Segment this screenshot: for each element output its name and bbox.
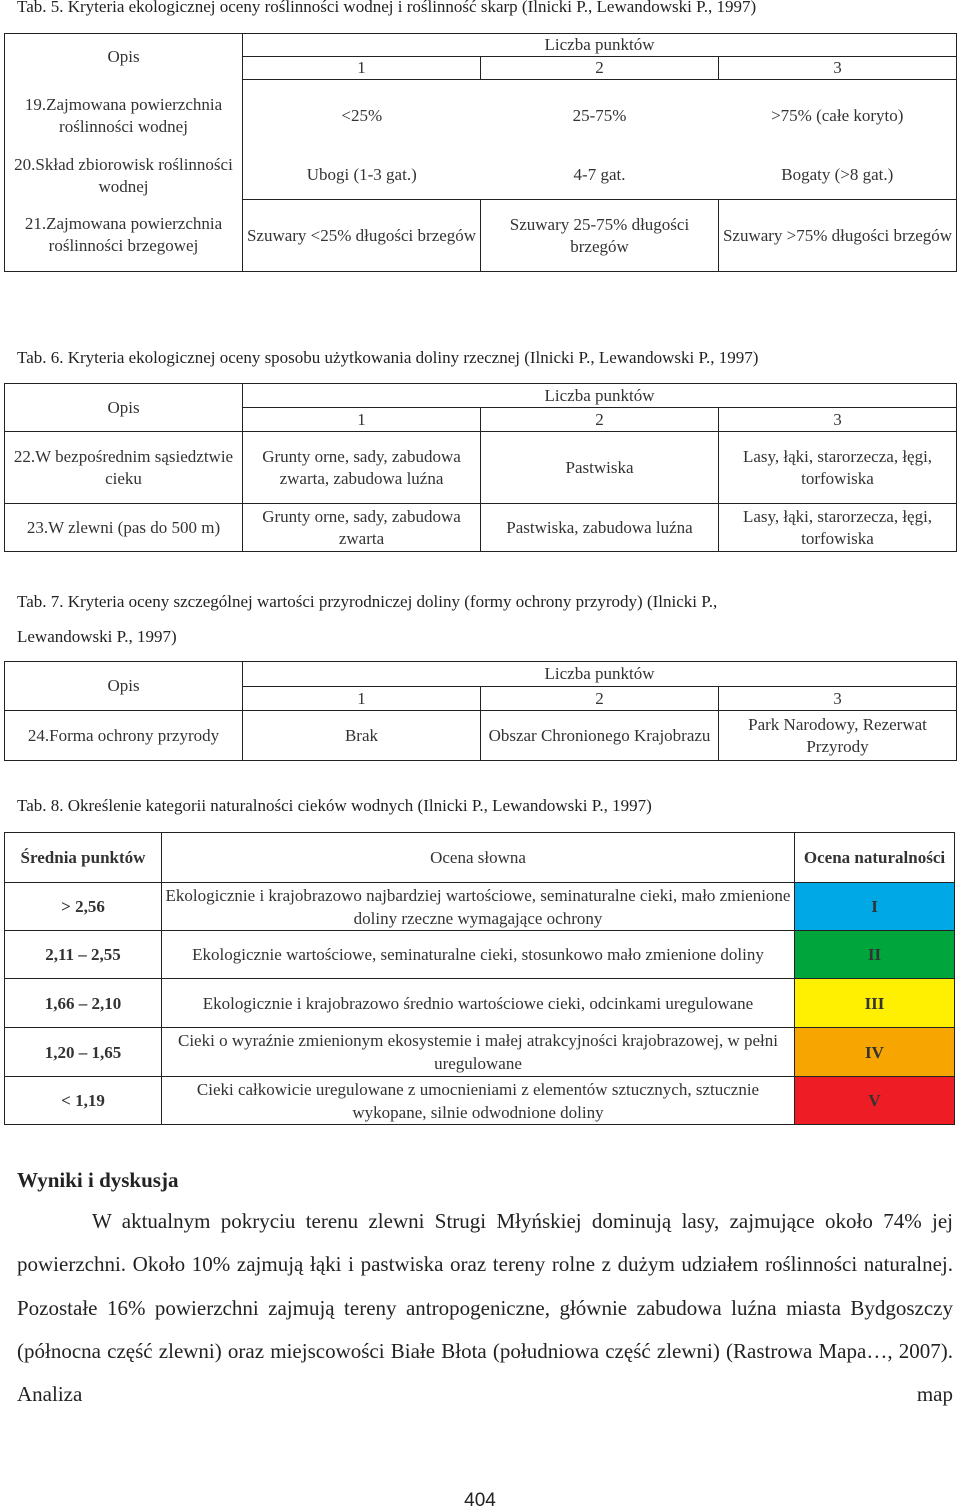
row-cell: >75% (całe koryto) xyxy=(719,80,957,152)
row-cell: Grunty orne, sady, zabudowa zwarta, zabudowa luźna xyxy=(243,432,481,504)
opis-header: Opis xyxy=(5,384,243,432)
points-1: 1 xyxy=(243,57,481,80)
class-badge: IV xyxy=(795,1028,955,1077)
table-6 xyxy=(4,383,957,552)
points-3: 3 xyxy=(719,57,957,80)
row-cell: Ubogi (1-3 gat.) xyxy=(243,152,481,200)
class-badge: I xyxy=(795,883,955,931)
class-badge: III xyxy=(795,979,955,1028)
row-opis: 19.Zajmowana powierzchnia roślinności wodnej xyxy=(5,80,243,152)
row-ocena: Cieki o wyraźnie zmienionym ekosystemie i małej atrakcyjności krajobrazowej, w pełni uregulowane xyxy=(162,1028,795,1077)
points-2: 2 xyxy=(481,687,719,711)
row-srednia: 1,20 – 1,65 xyxy=(5,1028,162,1077)
opis-header: Opis xyxy=(5,662,243,711)
points-3: 3 xyxy=(719,687,957,711)
row-ocena: Ekologicznie wartościowe, seminaturalne cieki, stosunkowo mało zmienione doliny xyxy=(162,931,795,979)
table-7-caption-line2: Lewandowski P., 1997) xyxy=(17,627,177,646)
table-5 xyxy=(4,33,957,272)
row-srednia: 2,11 – 2,55 xyxy=(5,931,162,979)
row-cell: 4-7 gat. xyxy=(481,152,719,200)
page-number: 404 xyxy=(464,1490,496,1511)
row-opis: 24.Forma ochrony przyrody xyxy=(5,711,243,761)
class-badge: II xyxy=(795,931,955,979)
points-header: Liczba punktów xyxy=(243,34,957,57)
row-ocena: Ekologicznie i krajobrazowo średnio wartościowe cieki, odcinkami uregulowane xyxy=(162,979,795,1028)
class-badge: V xyxy=(795,1077,955,1125)
row-cell: Szuwary 25-75% długości brzegów xyxy=(481,200,719,272)
table-6-caption: Tab. 6. Kryteria ekologicznej oceny sposobu użytkowania doliny rzecznej (Ilnicki P., Lewandowski P., 1997) xyxy=(17,348,759,367)
row-srednia: > 2,56 xyxy=(5,883,162,931)
points-header: Liczba punktów xyxy=(243,384,957,408)
table-7 xyxy=(4,661,957,761)
row-opis: 20.Skład zbiorowisk roślinności wodnej xyxy=(5,152,243,200)
row-cell: Lasy, łąki, starorzecza, łęgi, torfowiska xyxy=(719,432,957,504)
row-cell: Szuwary >75% długości brzegów xyxy=(719,200,957,272)
paragraph-text: W aktualnym pokryciu terenu zlewni Strugi Młyńskiej dominują lasy, zajmujące około 74% jej powierzchni. Około 10% zajmują łąki i pastwiska oraz tereny rolne z dużym udziałem roślinności naturalnej. Pozostałe 16% powierzchni zajmują tereny antropogeniczne, głównie zabudowa luźna miasta Bydgoszczy (północna część zlewni) oraz miejscowości Białe Błota (południowa część zlewni) (Rastrowa Mapa…, 2007). Analiza map xyxy=(17,1209,953,1407)
header-ocena-naturalnosci: Ocena naturalności xyxy=(795,833,955,883)
row-opis: 22.W bezpośrednim sąsiedztwie cieku xyxy=(5,432,243,504)
table-8 xyxy=(4,832,955,1125)
row-cell: Szuwary <25% długości brzegów xyxy=(243,200,481,272)
points-1: 1 xyxy=(243,687,481,711)
row-cell: <25% xyxy=(243,80,481,152)
row-cell: Park Narodowy, Rezerwat Przyrody xyxy=(719,711,957,761)
points-1: 1 xyxy=(243,408,481,432)
points-2: 2 xyxy=(481,408,719,432)
points-2: 2 xyxy=(481,57,719,80)
opis-header: Opis xyxy=(5,34,243,80)
header-srednia: Średnia punktów xyxy=(5,833,162,883)
row-cell: 25-75% xyxy=(481,80,719,152)
row-opis: 21.Zajmowana powierzchnia roślinności brzegowej xyxy=(5,200,243,272)
row-srednia: 1,66 – 2,10 xyxy=(5,979,162,1028)
section-heading: Wyniki i dyskusja xyxy=(17,1168,179,1192)
table-5-caption: Tab. 5. Kryteria ekologicznej oceny roślinności wodnej i roślinność skarp (Ilnicki P., Lewandowski P., 1997) xyxy=(17,0,757,16)
table-8-caption: Tab. 8. Określenie kategorii naturalności cieków wodnych (Ilnicki P., Lewandowski P., 1997) xyxy=(17,796,652,815)
points-header: Liczba punktów xyxy=(243,662,957,687)
table-7-caption-line1: Tab. 7. Kryteria oceny szczególnej wartości przyrodniczej doliny (formy ochrony przyrody) (Ilnicki P., xyxy=(17,592,718,611)
row-cell: Bogaty (>8 gat.) xyxy=(719,152,957,200)
body-paragraph xyxy=(17,1200,953,1460)
row-cell: Obszar Chronionego Krajobrazu xyxy=(481,711,719,761)
row-cell: Pastwiska, zabudowa luźna xyxy=(481,504,719,552)
row-ocena: Cieki całkowicie uregulowane z umocnieniami z elementów sztucznych, sztucznie wykopane, silnie odwodnione doliny xyxy=(162,1077,795,1125)
header-ocena-slowna: Ocena słowna xyxy=(162,833,795,883)
points-3: 3 xyxy=(719,408,957,432)
row-opis: 23.W zlewni (pas do 500 m) xyxy=(5,504,243,552)
row-cell: Lasy, łąki, starorzecza, łęgi, torfowiska xyxy=(719,504,957,552)
row-cell: Pastwiska xyxy=(481,432,719,504)
row-srednia: < 1,19 xyxy=(5,1077,162,1125)
row-ocena: Ekologicznie i krajobrazowo najbardziej wartościowe, seminaturalne cieki, mało zmienione doliny rzeczne wymagające ochrony xyxy=(162,883,795,931)
row-cell: Brak xyxy=(243,711,481,761)
row-cell: Grunty orne, sady, zabudowa zwarta xyxy=(243,504,481,552)
